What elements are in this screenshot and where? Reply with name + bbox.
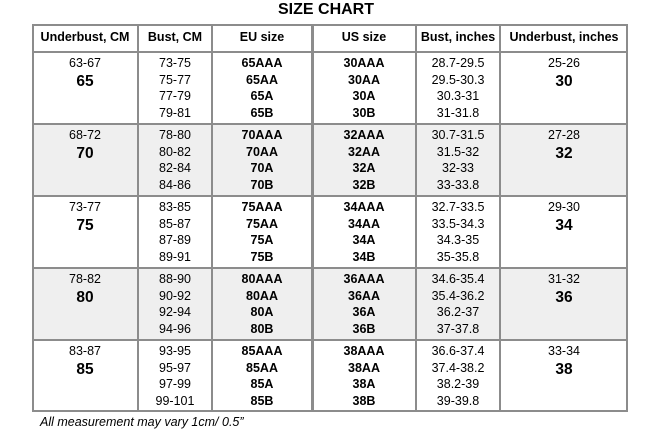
bust-in-value: 30.3-31: [436, 89, 480, 103]
us-value: 30AAA: [343, 56, 385, 70]
grid-line-horizontal: [32, 51, 628, 53]
us-value: 32B: [352, 177, 376, 192]
bust-in-value: 36.6-37.4: [431, 344, 485, 358]
underbust-in-range: 31-32: [548, 272, 580, 286]
bust-cm-value: 79-81: [159, 105, 191, 120]
grid-line-horizontal: [32, 339, 628, 341]
bust-cm-value: 77-79: [159, 89, 191, 103]
bust-in-value: 28.7-29.5: [431, 56, 485, 70]
underbust-cm-size: 75: [76, 217, 94, 234]
us-value: 38AAA: [343, 344, 385, 358]
bust-in-value: 37-37.8: [436, 321, 480, 336]
bust-in-value: 34.3-35: [436, 233, 480, 247]
grid-line-vertical: [211, 24, 213, 412]
bust-in-value: 38.2-39: [436, 377, 480, 391]
bust-in-value: 36.2-37: [436, 305, 480, 319]
column-header: Underbust, CM: [40, 30, 130, 44]
us-value: 30AA: [348, 72, 380, 87]
grid-line-horizontal: [32, 195, 628, 197]
underbust-cm-range: 83-87: [69, 344, 101, 358]
eu-value: 70B: [250, 177, 274, 192]
bust-cm-value: 78-80: [159, 128, 191, 142]
bust-cm-value: 95-97: [159, 360, 191, 375]
bust-cm-value: 90-92: [159, 288, 191, 303]
bust-cm-value: 97-99: [159, 377, 191, 391]
bust-in-value: 32-33: [442, 161, 474, 175]
eu-value: 65AAA: [241, 56, 283, 70]
column-header: EU size: [239, 30, 285, 44]
bust-cm-value: 99-101: [155, 393, 195, 408]
bust-in-value: 34.6-35.4: [431, 272, 485, 286]
grid-line-vertical: [626, 24, 628, 412]
bust-in-value: 33.5-34.3: [431, 216, 485, 231]
bust-in-value: 31.5-32: [436, 144, 480, 159]
bust-in-value: 31-31.8: [436, 105, 480, 120]
bust-cm-value: 73-75: [159, 56, 191, 70]
underbust-in-size: 36: [555, 289, 573, 306]
bust-cm-value: 80-82: [159, 144, 191, 159]
eu-value: 85AAA: [241, 344, 283, 358]
eu-value: 75B: [250, 249, 274, 264]
column-header: Bust, CM: [147, 30, 203, 44]
chart-title: SIZE CHART: [278, 1, 374, 18]
eu-value: 75A: [250, 233, 274, 247]
grid-line-vertical: [311, 24, 314, 412]
bust-cm-value: 87-89: [159, 233, 191, 247]
underbust-cm-range: 78-82: [69, 272, 101, 286]
grid-line-vertical: [32, 24, 34, 412]
us-value: 34B: [352, 249, 376, 264]
underbust-cm-size: 85: [76, 361, 94, 378]
bust-in-value: 39-39.8: [436, 393, 480, 408]
underbust-cm-size: 80: [76, 289, 94, 306]
us-value: 38B: [352, 393, 376, 408]
us-value: 38A: [352, 377, 376, 391]
us-value: 32A: [352, 161, 376, 175]
eu-value: 85A: [250, 377, 274, 391]
us-value: 32AA: [348, 144, 380, 159]
bust-cm-value: 84-86: [159, 177, 191, 192]
us-value: 34AA: [348, 216, 380, 231]
us-value: 32AAA: [343, 128, 385, 142]
grid-line-horizontal: [32, 410, 628, 412]
measurement-note: All measurement may vary 1cm/ 0.5”: [40, 415, 244, 429]
bust-in-value: 32.7-33.5: [431, 200, 485, 214]
column-header: US size: [341, 30, 387, 44]
bust-in-value: 33-33.8: [436, 177, 480, 192]
us-value: 36B: [352, 321, 376, 336]
underbust-cm-range: 73-77: [69, 200, 101, 214]
underbust-in-range: 25-26: [548, 56, 580, 70]
grid-line-horizontal: [32, 24, 628, 26]
underbust-in-size: 34: [555, 217, 573, 234]
bust-cm-value: 93-95: [159, 344, 191, 358]
underbust-in-range: 33-34: [548, 344, 580, 358]
bust-cm-value: 88-90: [159, 272, 191, 286]
eu-value: 80AAA: [241, 272, 283, 286]
eu-value: 85AA: [246, 360, 278, 375]
eu-value: 70AA: [246, 144, 278, 159]
bust-cm-value: 89-91: [159, 249, 191, 264]
grid-line-horizontal: [32, 123, 628, 125]
eu-value: 75AAA: [241, 200, 283, 214]
underbust-cm-size: 70: [76, 145, 94, 162]
bust-cm-value: 75-77: [159, 72, 191, 87]
grid-line-horizontal: [32, 267, 628, 269]
eu-value: 70A: [250, 161, 274, 175]
us-value: 36A: [352, 305, 376, 319]
bust-cm-value: 83-85: [159, 200, 191, 214]
eu-value: 70AAA: [241, 128, 283, 142]
us-value: 30A: [352, 89, 376, 103]
us-value: 34AAA: [343, 200, 385, 214]
eu-value: 85B: [250, 393, 274, 408]
bust-in-value: 35.4-36.2: [431, 288, 485, 303]
bust-cm-value: 82-84: [159, 161, 191, 175]
size-chart-table: [32, 24, 628, 412]
underbust-in-size: 38: [555, 361, 573, 378]
underbust-cm-range: 68-72: [69, 128, 101, 142]
bust-cm-value: 94-96: [159, 321, 191, 336]
us-value: 36AA: [348, 288, 380, 303]
grid-line-vertical: [137, 24, 139, 412]
us-value: 30B: [352, 105, 376, 120]
bust-cm-value: 92-94: [159, 305, 191, 319]
eu-value: 80B: [250, 321, 274, 336]
column-header: Underbust, inches: [509, 30, 619, 44]
eu-value: 65AA: [246, 72, 278, 87]
eu-value: 65B: [250, 105, 274, 120]
grid-line-vertical: [415, 24, 417, 412]
bust-in-value: 30.7-31.5: [431, 128, 485, 142]
underbust-in-range: 29-30: [548, 200, 580, 214]
eu-value: 65A: [250, 89, 274, 103]
underbust-cm-size: 65: [76, 73, 94, 90]
underbust-in-size: 32: [555, 145, 573, 162]
column-header: Bust, inches: [420, 30, 496, 44]
underbust-in-range: 27-28: [548, 128, 580, 142]
bust-in-value: 29.5-30.3: [431, 72, 485, 87]
underbust-cm-range: 63-67: [69, 56, 101, 70]
us-value: 36AAA: [343, 272, 385, 286]
eu-value: 80A: [250, 305, 274, 319]
eu-value: 80AA: [246, 288, 278, 303]
eu-value: 75AA: [246, 216, 278, 231]
us-value: 34A: [352, 233, 376, 247]
grid-line-vertical: [499, 24, 501, 412]
bust-in-value: 37.4-38.2: [431, 360, 485, 375]
bust-cm-value: 85-87: [159, 216, 191, 231]
bust-in-value: 35-35.8: [436, 249, 480, 264]
underbust-in-size: 30: [555, 73, 573, 90]
us-value: 38AA: [348, 360, 380, 375]
